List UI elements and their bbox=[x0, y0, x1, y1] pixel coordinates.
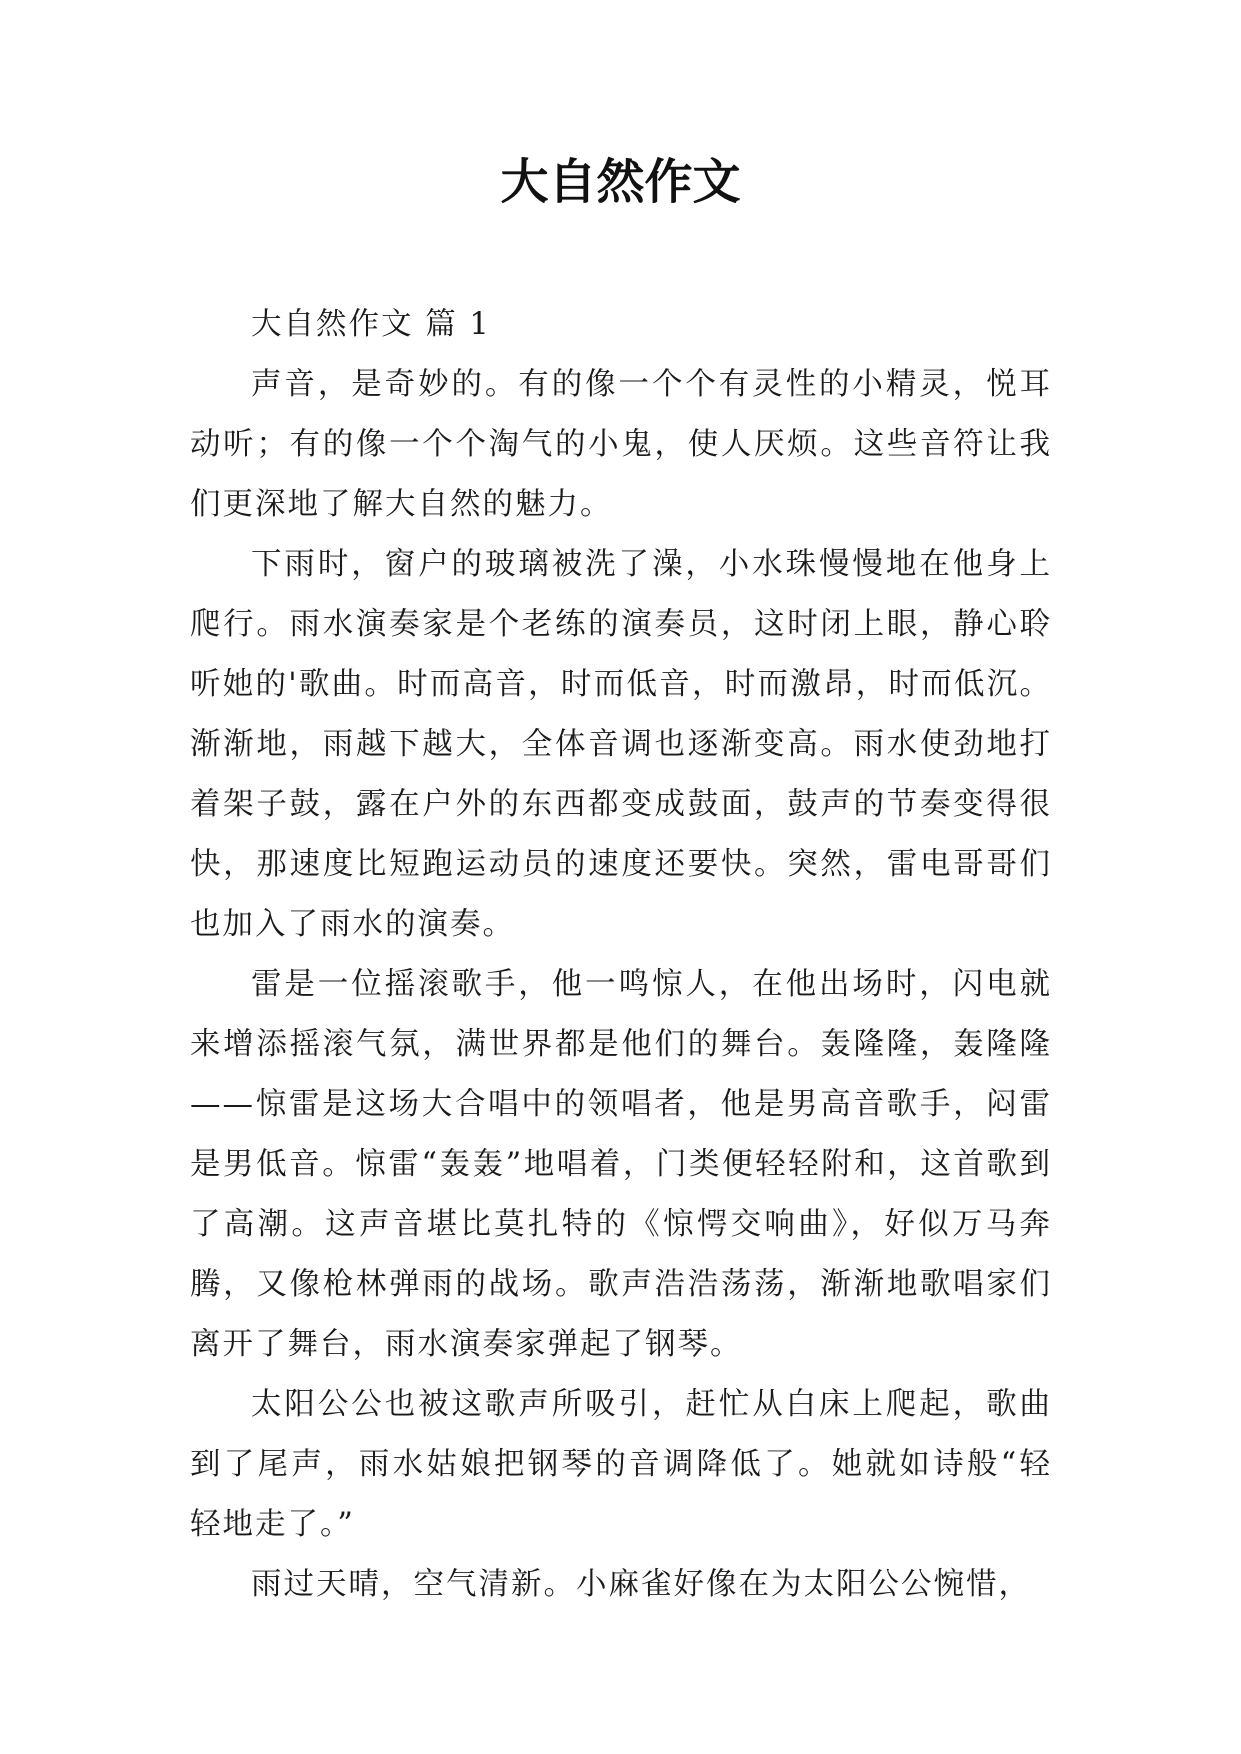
paragraph-1: 声音，是奇妙的。有的像一个个有灵性的小精灵，悦耳动听；有的像一个个淘气的小鬼，使人厌烦。这些音符让我们更深地了解大自然的魅力。 bbox=[190, 367, 1052, 522]
paragraph-4: 太阳公公也被这歌声所吸引，赶忙从白床上爬起，歌曲到了尾声，雨水姑娘把钢琴的音调降低了。她就如诗般“轻轻地走了。” bbox=[190, 1387, 1052, 1542]
document-title: 大自然作文 bbox=[500, 154, 741, 210]
paragraph-2: 下雨时，窗户的玻璃被洗了澡，小水珠慢慢地在他身上爬行。雨水演奏家是个老练的演奏员，这时闭上眼，静心聆听她的'歌曲。时而高音，时而低音，时而激昂，时而低沉。渐渐地，雨越下越大，全体音调也逐渐变高。雨水使劲地打着架子鼓，露在户外的东西都变成鼓面，鼓声的节奏变得很快，那速度比短跑运动员的速度还要快。突然，雷电哥哥们也加入了雨水的演奏。 bbox=[190, 547, 1052, 942]
document-body bbox=[190, 295, 1052, 1615]
paragraph-3: 雷是一位摇滚歌手，他一鸣惊人，在他出场时，闪电就来增添摇滚气氛，满世界都是他们的舞台。轰隆隆，轰隆隆——惊雷是这场大合唱中的领唱者，他是男高音歌手，闷雷是男低音。惊雷“轰轰”地唱着，门类便轻轻附和，这首歌到了高潮。这声音堪比莫扎特的《惊愕交响曲》，好似万马奔腾，又像枪林弹雨的战场。歌声浩浩荡荡，渐渐地歌唱家们离开了舞台，雨水演奏家弹起了钢琴。 bbox=[190, 967, 1052, 1362]
section-heading: 大自然作文 篇 1 bbox=[251, 307, 491, 342]
paragraph-5: 雨过天晴，空气清新。小麻雀好像在为太阳公公惋惜， bbox=[251, 1567, 1031, 1602]
